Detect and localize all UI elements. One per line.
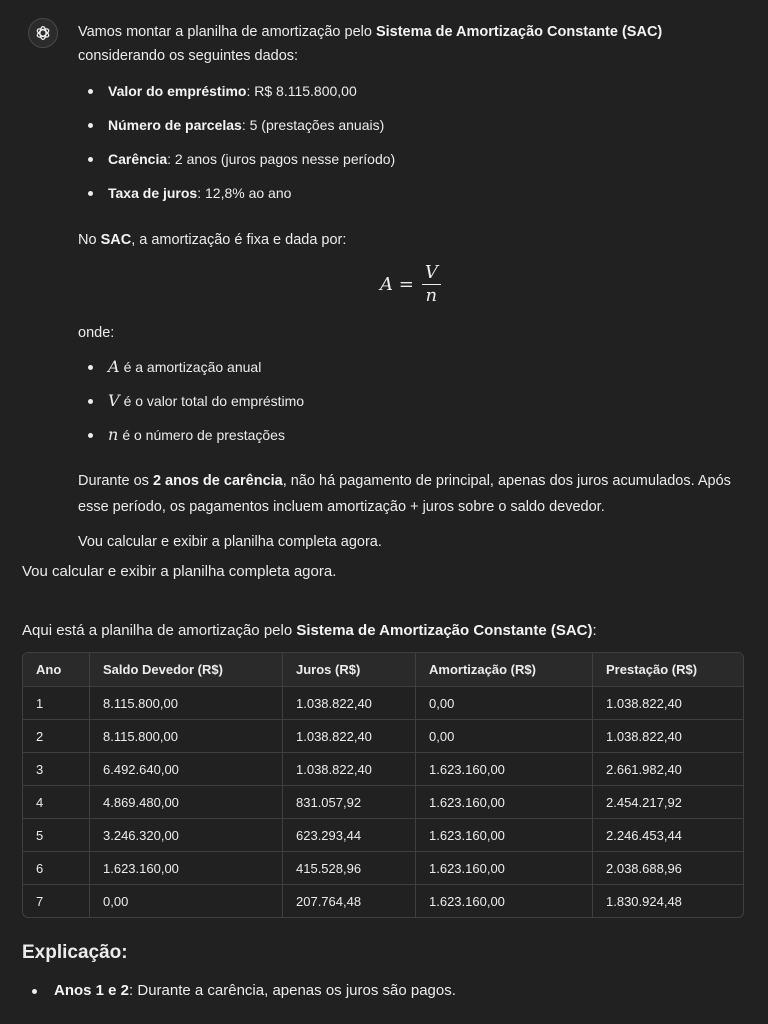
intro-paragraph: Vamos montar a planilha de amortização pelo Sistema de Amortização Constante (SAC) considerando os seguintes dados:: [78, 24, 663, 64]
list-item: A é a amortização anual: [78, 350, 738, 384]
table-cell: 1.623.160,00: [416, 753, 593, 786]
table-cell: 6: [23, 852, 90, 885]
table-cell: 5: [23, 819, 90, 852]
table-cell: 3.246.320,00: [90, 819, 283, 852]
explanation-list: [22, 974, 682, 1008]
table-row: [23, 852, 743, 885]
explanation-heading: Explicação:: [22, 942, 128, 963]
table-cell: 7: [23, 885, 90, 918]
table-cell: 1.038.822,40: [283, 687, 416, 720]
output-calc-text: Vou calcular e exibir a planilha completa agora.: [22, 563, 337, 580]
table-cell: 1.038.822,40: [593, 687, 744, 720]
column-header: Juros (R$): [283, 653, 416, 687]
column-header: Saldo Devedor (R$): [90, 653, 283, 687]
table-cell: 2.454.217,92: [593, 786, 744, 819]
sac-paragraph: No SAC, a amortização é fixa e dada por:: [78, 232, 347, 248]
table-cell: 1.038.822,40: [283, 720, 416, 753]
assistant-avatar: [28, 18, 58, 48]
table-cell: 8.115.800,00: [90, 687, 283, 720]
table-cell: 2.246.453,44: [593, 819, 744, 852]
table-cell: 831.057,92: [283, 786, 416, 819]
calc-paragraph: Vou calcular e exibir a planilha completa agora.: [78, 534, 382, 550]
table-cell: 207.764,48: [283, 885, 416, 918]
variables-list: [78, 350, 738, 452]
table-cell: 1.623.160,00: [416, 786, 593, 819]
list-item: V é o valor total do empréstimo: [78, 384, 738, 418]
formula-lhs: A =: [380, 274, 414, 295]
table-cell: 3: [23, 753, 90, 786]
table-row: [23, 885, 743, 918]
table-cell: 623.293,44: [283, 819, 416, 852]
table-row: [23, 687, 743, 720]
table-row: [23, 819, 743, 852]
table-cell: 0,00: [416, 720, 593, 753]
table-cell: 6.492.640,00: [90, 753, 283, 786]
formula-denominator: n: [425, 285, 438, 306]
table-cell: 1.830.924,48: [606, 893, 682, 909]
column-header: Prestação (R$): [593, 653, 744, 687]
list-item: Taxa de juros: 12,8% ao ano: [78, 176, 738, 210]
table-cell: 1.623.160,00: [416, 819, 593, 852]
list-item: Número de parcelas: 5 (prestações anuais): [78, 108, 738, 142]
table-cell: 1.623.160,00: [416, 885, 593, 918]
table-cell: 0,00: [90, 885, 283, 918]
table-row: [23, 786, 743, 819]
list-item: Valor do empréstimo: R$ 8.115.800,00: [78, 74, 738, 108]
amortization-formula: [380, 262, 441, 307]
table-row: [23, 753, 743, 786]
table-cell: 2.038.688,96: [593, 852, 744, 885]
table-cell: 4: [23, 786, 90, 819]
table-cell: 1.038.822,40: [593, 720, 744, 753]
formula-numerator: V: [422, 262, 441, 285]
column-header: Ano: [23, 653, 90, 687]
table-cell: 415.528,96: [283, 852, 416, 885]
table-cell: 1.623.160,00: [416, 852, 593, 885]
list-item: Carência: 2 anos (juros pagos nesse período): [78, 142, 738, 176]
table-cell: 2: [23, 720, 90, 753]
table-header-row: [23, 653, 743, 687]
amortization-table: [22, 652, 744, 918]
table-cell: 0,00: [416, 687, 593, 720]
table-cell: 1.623.160,00: [90, 852, 283, 885]
formula-fraction: [422, 262, 441, 307]
onde-label: onde:: [78, 325, 115, 341]
list-item: Anos 1 e 2: Durante a carência, apenas os juros são pagos.: [22, 974, 682, 1008]
table-cell: 1.038.822,40: [283, 753, 416, 786]
table-intro: Aqui está a planilha de amortização pelo Sistema de Amortização Constante (SAC):: [22, 622, 597, 639]
carencia-paragraph: Durante os 2 anos de carência, não há pagamento de principal, apenas dos juros acumulados. Após esse período, os pagamentos incluem amortização + juros sobre o saldo devedor.: [78, 473, 731, 515]
table-cell: 1: [23, 687, 90, 720]
list-item: n é o número de prestações: [78, 418, 738, 452]
table-cell: 2.661.982,40: [593, 753, 744, 786]
table-cell: 8.115.800,00: [90, 720, 283, 753]
table-row: [23, 720, 743, 753]
loan-data-list: [78, 74, 738, 210]
column-header: Amortização (R$): [416, 653, 593, 687]
table-cell: 4.869.480,00: [90, 786, 283, 819]
openai-logo-icon: [34, 24, 52, 42]
